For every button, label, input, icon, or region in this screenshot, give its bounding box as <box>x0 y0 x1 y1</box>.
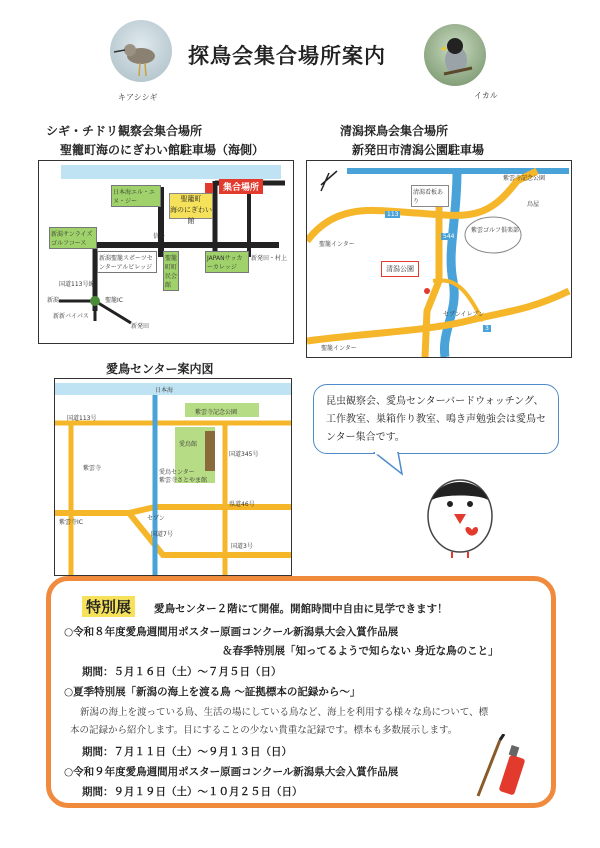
aicho-seven-label: セブン <box>147 515 165 522</box>
item1-title: ○令和８年度愛鳥週間用ポスター原画コンクール新潟県大会入賞作品展 <box>64 626 399 638</box>
shibata-label: 新発田・村上 <box>251 255 288 262</box>
grosbeak-icon <box>424 24 486 86</box>
ikaru-photo <box>424 24 486 86</box>
bypass-label: 新新バイパス <box>53 313 89 320</box>
golf-label: 新潟サンライズゴルフコース <box>49 227 97 249</box>
shigi-section-title: シギ・チドリ観察会集合場所 <box>46 124 203 138</box>
aicho-ikkai-label: 紫雲寺 <box>83 465 102 472</box>
item3-period: 期間：９月１９日（土）～１０月２５日（日） <box>82 786 303 798</box>
special-intro: 愛鳥センター２階にて開催。開館時間中自由に見学できます！ <box>154 603 448 615</box>
aicho-r7-label: 国道7号 <box>151 531 173 538</box>
item2-desc1: 新潟の海上を渡っている鳥、生活の場にしている鳥など、海上を利用する様々な鳥について、標 <box>80 707 489 718</box>
aicho-map <box>54 378 292 576</box>
shigi-map <box>38 160 294 344</box>
shibata-small-label: 新発田 <box>131 323 150 330</box>
umi-nigiwai-box <box>169 193 213 225</box>
shiunji-park-label: 紫雲寺記念公園 <box>503 175 546 182</box>
item2-period: 期間：７月１１日（土）～９月１３日（日） <box>82 746 292 758</box>
kiashishigi-photo <box>110 20 172 82</box>
ikaru-caption: イカル <box>474 91 498 100</box>
hall-label: 聖籠町町民会館 <box>163 251 179 291</box>
paint-tube-icon <box>470 734 530 804</box>
aicho-center-label: 愛鳥センター <box>159 469 195 476</box>
bubble-tail <box>372 452 412 476</box>
niigata-label: 新潟 <box>47 297 60 304</box>
aicho-r345-label: 国道345号 <box>229 451 259 458</box>
aicho-center2-label: 紫雲寺さとやま館 <box>159 477 208 484</box>
aicho-r113-label: 国道113号 <box>67 415 97 422</box>
mascot-bird-icon <box>410 460 510 560</box>
item3-title: ○令和９年度愛鳥週間用ポスター原画コンクール新潟県大会入賞作品展 <box>64 766 399 778</box>
umi-line2: 海のにぎわい館 <box>170 206 212 225</box>
r544-label: 544 <box>443 233 455 240</box>
r3-label: 3 <box>485 325 489 332</box>
lng-label: 日本海エル・エヌ・ジー <box>111 185 161 207</box>
aicho-shiunji-ic-label: 紫雲寺IC <box>59 519 83 526</box>
aicho-sea-label: 日本海 <box>155 387 174 394</box>
sandpiper-icon <box>110 20 172 82</box>
r113-label: 国道113号線 <box>59 281 95 288</box>
special-heading: 特別展 <box>82 596 135 617</box>
aicho-info-bubble: 昆虫観察会、愛鳥センターバードウォッチング、工作教室、巣箱作り教室、鳴き声勉強会は愛鳥センター集合です。 <box>313 384 559 454</box>
item2-title: ○夏季特別展「新潟の海上を渡る鳥 ～証拠標本の記録から～」 <box>64 686 361 698</box>
seiko-sign-label: 清潟看板あり <box>411 185 449 207</box>
seiko-place: 新発田市清潟公園駐車場 <box>352 143 485 157</box>
aicho-shiunji-label: 紫雲寺記念公園 <box>195 409 238 416</box>
seiko-section-title: 清潟探鳥会集合場所 <box>340 124 449 138</box>
sports-label: 新潟聖籠スポーツセンターアルビレッジ <box>97 251 157 273</box>
aicho-r46-label: 県道46号 <box>229 501 255 508</box>
r113-seiko-label: 113 <box>387 211 399 218</box>
japan-label: JAPANサッカーカレッジ <box>205 251 249 273</box>
shigi-place: 聖籠町海のにぎわい館駐車場（海側） <box>60 143 265 157</box>
aicho-r3-label: 国道3号 <box>231 543 253 550</box>
aicho-hall-label: 愛鳥館 <box>179 441 198 448</box>
aicho-section-title: 愛鳥センター案内図 <box>106 362 214 376</box>
seven-label: セブンイレブン <box>443 311 485 318</box>
seiko-map <box>306 160 572 358</box>
signal-label: 信号 <box>153 233 166 240</box>
umi-line1: 聖籠町 <box>180 195 202 203</box>
seiro-inter-label: 聖籠インター <box>321 345 357 352</box>
kiashishigi-caption: キアシシギ <box>118 93 158 102</box>
page-title: 探鳥会集合場所案内 <box>188 44 386 68</box>
item1-period: 期間：５月１６日（土）～７月５日（日） <box>82 666 282 678</box>
kamodo-label: 鳥屋 <box>527 201 540 208</box>
item1-sub: ＆春季特別展「知ってるようで知らない 身近な鳥のこと」 <box>222 645 499 657</box>
seiko-park-label: 清潟公園 <box>381 261 419 277</box>
shibata-inter-label: 聖籠インター <box>319 241 355 248</box>
shiun-golf-label: 紫雲ゴルフ倶楽部 <box>471 227 520 234</box>
meeting-place-badge: 集合場所 <box>219 179 263 194</box>
item2-desc2: 本の記録から紹介します。目にすることの少ない貴重な記録です。標本も多数展示します。 <box>70 725 458 736</box>
seiro-ic-label: 聖籠IC <box>105 297 123 304</box>
